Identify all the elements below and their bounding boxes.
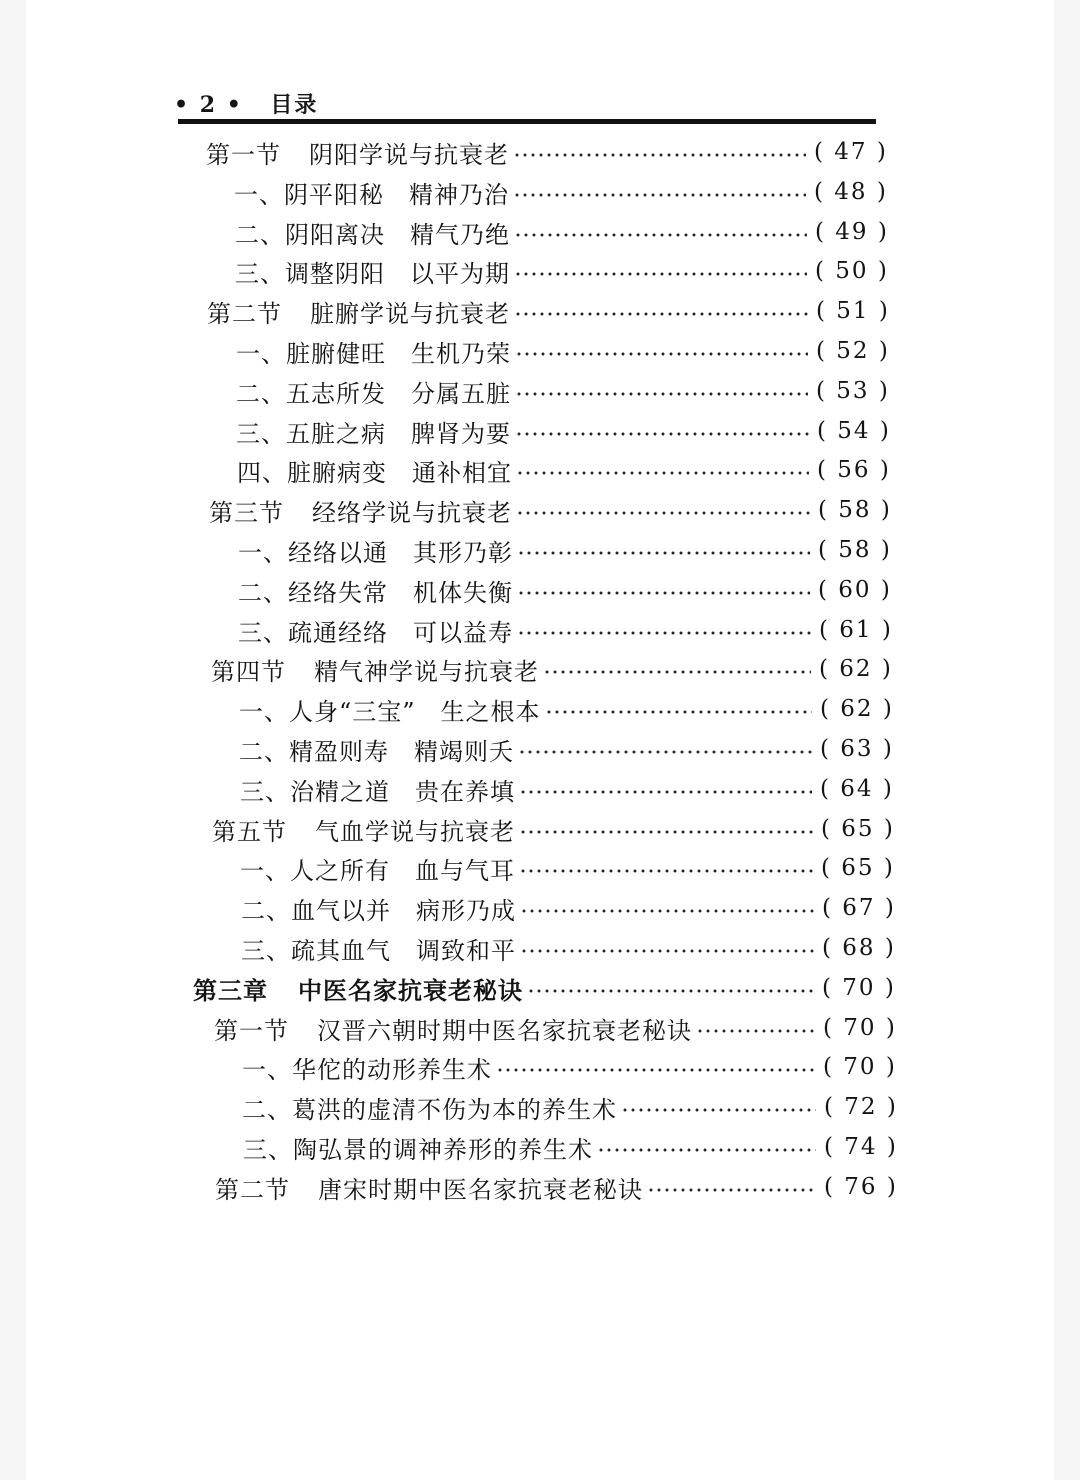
toc-entry-item [242,1047,897,1087]
toc-entry-number: 三、 [240,777,290,806]
toc-entry-item [239,729,894,769]
toc-entry-label [212,812,515,847]
toc-entry-number: 一、 [238,538,288,567]
toc-entry-title: 中医名家抗衰老秘诀 [298,976,523,1005]
toc-entry-number: 二、 [235,220,285,249]
toc-entry-page: ( 62 ) [820,696,894,722]
toc-entry-page: ( 70 ) [822,975,896,1001]
leader-dots [515,392,808,396]
toc-entry-chapter [193,968,896,1008]
leader-dots [519,869,813,873]
leader-dots [516,471,809,475]
toc-entry-number: 二、 [239,737,289,766]
toc-entry-number: 二、 [238,578,288,607]
toc-entry-number: 第五节 [212,817,287,846]
toc-entry-section [209,490,892,530]
leader-dots [515,432,809,436]
toc-entry-number: 三、 [236,419,286,448]
toc-entry-number: 一、 [236,339,286,368]
page-title: 目录 [270,92,319,118]
toc-entry-number: 一、 [239,697,289,726]
toc-entry-label [206,135,509,170]
toc-entry-label [236,414,511,449]
toc-entry-title: 五志所发 分属五脏 [286,379,511,408]
leader-dots [496,1068,815,1072]
toc-entry-title: 脏腑学说与抗衰老 [310,299,510,328]
toc-entry-page: ( 52 ) [816,338,890,364]
leader-dots [621,1108,816,1112]
toc-entry-number: 第三节 [209,498,284,527]
leader-dots [696,1029,815,1033]
toc-entry-item [241,888,896,928]
leader-dots [519,790,812,794]
toc-entry-label [211,652,539,687]
leader-dots [514,312,808,316]
toc-entry-title: 治精之道 贵在养填 [290,777,515,806]
toc-entry-title: 阴阳离决 精气乃绝 [285,220,510,249]
toc-entry-number: 三、 [235,259,285,288]
toc-entry-section [206,132,888,172]
leader-dots [647,1188,816,1192]
toc-entry-title: 气血学说与抗衰老 [315,817,515,846]
toc-entry-section [207,291,890,331]
leader-dots [517,591,810,595]
toc-entry-page: ( 60 ) [818,577,892,603]
toc-entry-item [234,172,888,212]
toc-entry-label [237,453,512,488]
toc-entry-label [240,851,515,886]
toc-entry-number: 二、 [242,1095,292,1124]
toc-entry-page: ( 58 ) [818,497,892,523]
toc-entry-number: 三、 [238,618,288,647]
toc-entry-page: ( 64 ) [820,776,894,802]
toc-entry-label [238,613,513,648]
toc-entry-page: ( 74 ) [824,1134,898,1160]
toc-entry-number: 第二节 [215,1175,290,1204]
toc-entry-item [240,848,895,888]
toc-entry-label [209,493,512,528]
toc-entry-section [212,809,895,849]
toc-entry-item [237,450,891,490]
toc-entry-page: ( 62 ) [819,656,893,682]
toc-entry-number: 二、 [241,896,291,925]
leader-dots [545,710,812,714]
leader-dots [543,670,811,674]
toc-entry-page: ( 72 ) [824,1094,898,1120]
toc-entry-label [241,891,516,926]
toc-entry-title: 疏其血气 调致和平 [291,936,516,965]
toc-entry-title: 汉晋六朝时期中医名家抗衰老秘诀 [317,1016,692,1045]
toc-entry-number: 第四节 [211,657,286,686]
leader-dots [518,750,812,754]
toc-entry-title: 五脏之病 脾肾为要 [286,419,511,448]
toc-entry-number: 第一节 [214,1016,289,1045]
toc-entry-label [193,971,523,1006]
toc-entry-section [215,1167,898,1207]
toc-entry-number: 三、 [243,1135,293,1164]
header-rule [178,119,876,124]
toc-entry-label [215,1170,643,1205]
toc-entry-label [240,772,515,807]
toc-entry-label [235,254,510,289]
toc-entry-page: ( 70 ) [823,1054,897,1080]
toc-entry-title: 葛洪的虚清不伤为本的养生术 [292,1095,617,1124]
toc-entry-title: 脏腑病变 通补相宜 [287,458,512,487]
toc-entry-page: ( 61 ) [819,617,893,643]
toc-entry-page: ( 56 ) [817,457,891,483]
leader-dots [513,153,806,157]
toc-entry-number: 三、 [241,936,291,965]
toc-entry-section [214,1008,897,1048]
toc-entry-label [207,294,510,329]
toc-entry-number: 第三章 [193,976,268,1005]
toc-entry-title: 经络以通 其形乃彰 [288,538,513,567]
toc-entry-page: ( 68 ) [822,935,896,961]
toc-entry-item [236,371,890,411]
toc-entry-label [236,334,511,369]
toc-entry-label [243,1130,593,1165]
toc-entry-title: 阴平阳秘 精神乃治 [284,180,509,209]
toc-entry-item [242,1087,898,1127]
toc-entry-page: ( 54 ) [817,418,891,444]
toc-entry-section [211,649,893,689]
toc-entry-item [238,570,892,610]
leader-dots [515,352,808,356]
toc-entry-page: ( 70 ) [823,1015,897,1041]
toc-entry-page: ( 58 ) [818,537,892,563]
toc-entry-title: 精盈则寿 精竭则夭 [289,737,514,766]
toc-entry-title: 脏腑健旺 生机乃荣 [286,339,511,368]
toc-entry-label [241,931,516,966]
leader-dots [514,233,807,237]
toc-entry-item [238,530,892,570]
toc-entry-label [239,692,541,727]
toc-entry-label [242,1090,617,1125]
toc-entry-page: ( 65 ) [821,816,895,842]
toc-entry-label [234,175,509,210]
toc-entry-title: 华佗的动形养生术 [292,1055,492,1084]
toc-entry-title: 经络失常 机体失衡 [288,578,513,607]
toc-entry-title: 人身“三宝” 生之根本 [289,697,541,726]
toc-entry-item [239,689,894,729]
toc-entry-number: 一、 [240,856,290,885]
toc-entry-page: ( 67 ) [822,895,896,921]
document-page [26,0,1054,1480]
toc-entry-title: 血气以并 病形乃成 [291,896,516,925]
toc-entry-item [243,1127,898,1167]
leader-dots [520,949,814,953]
toc-entry-number: 一、 [242,1055,292,1084]
toc-entry-page: ( 51 ) [816,298,890,324]
leader-dots [520,909,814,913]
toc-entry-title: 调整阴阳 以平为期 [285,259,510,288]
toc-entry-label [235,215,510,250]
toc-entry-number: 四、 [237,458,287,487]
toc-entry-number: 第一节 [206,140,281,169]
toc-entry-label [238,573,513,608]
page-header [174,88,874,122]
toc-entry-number: 一、 [234,180,284,209]
toc-entry-title: 经络学说与抗衰老 [312,498,512,527]
toc-entry-label [214,1011,692,1046]
page-number: • 2 • [174,92,243,118]
toc-entry-page: ( 53 ) [816,378,890,404]
leader-dots [597,1148,816,1152]
toc-entry-title: 唐宋时期中医名家抗衰老秘诀 [318,1175,643,1204]
toc-entry-label [236,374,511,409]
leader-dots [519,830,813,834]
toc-entry-page: ( 50 ) [815,258,889,284]
leader-dots [513,193,806,197]
toc-entry-item [240,769,894,809]
toc-entry-page: ( 65 ) [821,855,895,881]
toc-entry-item [238,610,893,650]
leader-dots [517,551,810,555]
toc-entry-item [235,251,889,291]
leader-dots [527,989,814,993]
leader-dots [517,631,811,635]
leader-dots [514,272,807,276]
toc-entry-item [236,331,890,371]
toc-entry-page: ( 48 ) [814,179,888,205]
toc-entry-page: ( 47 ) [814,139,888,165]
toc-entry-item [235,212,889,252]
toc-entry-item [241,928,896,968]
toc-entry-page: ( 63 ) [820,736,894,762]
toc-entry-title: 精气神学说与抗衰老 [314,657,539,686]
toc-entry-title: 陶弘景的调神养形的养生术 [293,1135,593,1164]
toc-entry-title: 疏通经络 可以益寿 [288,618,513,647]
toc-entry-label [239,732,514,767]
toc-entry-number: 二、 [236,379,286,408]
toc-entry-label [238,533,513,568]
toc-entry-label [242,1050,492,1085]
toc-entry-title: 人之所有 血与气耳 [290,856,515,885]
toc-entry-page: ( 49 ) [815,219,889,245]
toc-entry-page: ( 76 ) [824,1174,898,1200]
toc-entry-number: 第二节 [207,299,282,328]
leader-dots [516,511,810,515]
toc-entry-title: 阴阳学说与抗衰老 [309,140,509,169]
toc-entry-item [236,411,891,451]
